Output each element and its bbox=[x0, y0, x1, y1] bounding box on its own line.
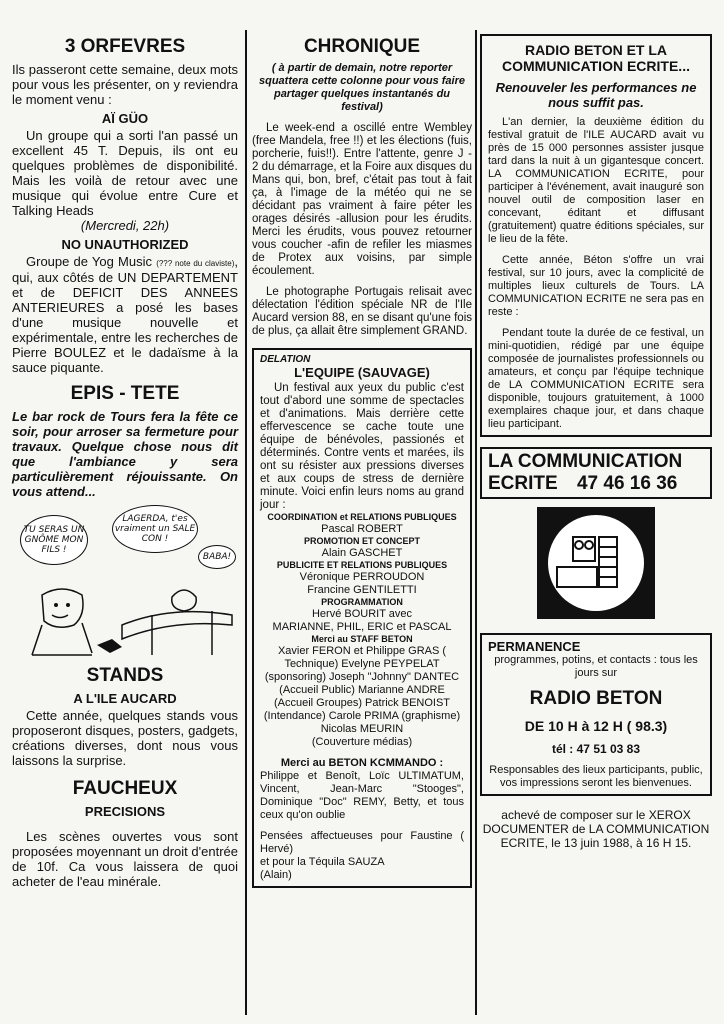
equipe-box bbox=[252, 348, 472, 888]
aiguo-date: (Mercredi, 22h) bbox=[80, 218, 170, 233]
speech-bubble-1: TU SERAS UN GNÔME MON FILS ! bbox=[20, 515, 88, 565]
faucheux-text: Les scènes ouvertes vous sont proposées moyennant un droit d'entrée de 10f. Ca vous laissera de quoi acheter de l'eau minérale. bbox=[12, 829, 238, 889]
role-publicite: PUBLICITE ET RELATIONS PUBLIQUES bbox=[276, 560, 448, 570]
column-rule-left bbox=[245, 30, 247, 1015]
staff-text: Xavier FERON et Philippe GRAS ( Technique) Evelyne PEYPELAT (sponsoring) Joseph "Johnny" DANTEC (Accueil Public) Marianne ANDRE (Accueil Groupes) Patrick BENOIST (Intendance) Carole PRIMA (graphisme) Nicolas MEURIN bbox=[263, 645, 461, 735]
orfevres-text: Ils passeront cette semaine, deux mots pour vous les présenter, on y reviendra le moment venu : bbox=[12, 62, 238, 107]
speech-bubble-2: LAGERDA, t'es vraiment un SALE CON ! bbox=[112, 505, 198, 553]
unauth-note: (??? note du claviste) bbox=[156, 259, 235, 268]
name-programmation-2: MARIANNE, PHIL, ERIC et PASCAL bbox=[272, 621, 452, 633]
alain-text: (Alain) bbox=[260, 869, 292, 881]
ad-phone: 47 46 16 36 bbox=[576, 473, 678, 494]
role-coordination: COORDINATION et RELATIONS PUBLIQUES bbox=[267, 512, 457, 522]
cartoon-illustration bbox=[12, 505, 238, 661]
stands-subtitle: A L'ILE AUCARD bbox=[73, 691, 177, 706]
permanence-text: programmes, potins, et contacts : tous les jours sur bbox=[494, 654, 698, 679]
pensees-text: Pensées affectueuses pour Faustine ( Hervé) bbox=[260, 830, 464, 855]
permanence-tel: tél : 47 51 03 83 bbox=[551, 742, 641, 756]
role-programmation: PROGRAMMATION bbox=[321, 597, 403, 607]
chronique-intro: ( à partir de demain, notre reporter squattera cette colonne pour vous faire partager quelques instantanés du festival) bbox=[259, 62, 465, 113]
epis-text: Le bar rock de Tours fera la fête ce soir, pour arroser sa fermeture pour travaux. Quelque chose nous dit que l'ambiance y sera particulièrement réjouissante. On vous attend... bbox=[12, 409, 238, 499]
unauth-title: NO UNAUTHORIZED bbox=[61, 237, 189, 252]
role-promotion: PROMOTION ET CONCEPT bbox=[303, 536, 420, 546]
name-publicite-2: Francine GENTILETTI bbox=[307, 584, 417, 596]
aiguo-title: AÏ GÜO bbox=[101, 111, 149, 126]
staff-last: (Couverture médias) bbox=[311, 736, 413, 748]
communication-ad bbox=[480, 447, 712, 499]
permanence-radio: RADIO BETON bbox=[529, 688, 663, 709]
chronique-paragraph-1: Le week-end a oscillé entre Wembley (free Mandela, free !!) et les élections (fuis, porcherie, fuis!!). Entre l'attente, genre J - 2 du démarrage, et la Foire aux disques du Mans qui, bon, bref, c'était pas tout à fait ça, à l'image de la météo qui ne se décidant pas vraiment à faire péter les orages désirés -allusion pour les érudits. Merci les érudits, vous pouvez retourner vous coucher -afin de refiler les miasmes de Protex aux voisins, par simple écoulement. bbox=[252, 122, 472, 277]
name-programmation-1: Hervé BOURIT avec bbox=[311, 608, 413, 620]
name-publicite-1: Véronique PERROUDON bbox=[299, 571, 425, 583]
column-right bbox=[480, 34, 712, 850]
delation-label: DELATION bbox=[260, 354, 311, 365]
equipe-title: L'EQUIPE (SAUVAGE) bbox=[294, 365, 430, 380]
faucheux-title: FAUCHEUX bbox=[72, 778, 178, 799]
radio-paragraph-3: Pendant toute la durée de ce festival, un mini-quotidien, rédigé par une équipe composée de journalistes professionnels ou amateurs, et conçu par l'équipe technique de LA COMMUNICATION ECRITE sera disponible, toujours gratuitement, à 1000 exemplaires chaque jour, et dans chaque lieu participant. bbox=[488, 327, 704, 430]
epis-title: EPIS - TETE bbox=[70, 383, 180, 404]
unauth-text-a: Groupe de Yog Music bbox=[26, 254, 152, 269]
permanence-hours: DE 10 H à 12 H ( 98.3) bbox=[524, 718, 668, 734]
column-rule-right bbox=[475, 30, 477, 1015]
column-middle bbox=[252, 34, 472, 888]
orfevres-title: 3 ORFEVRES bbox=[64, 36, 186, 57]
tequila-text: et pour la Téquila SAUZA bbox=[260, 856, 385, 868]
owl-logo bbox=[537, 507, 655, 619]
column-left bbox=[12, 34, 238, 889]
kcmmando-title: Merci au BETON KCMMANDO : bbox=[280, 757, 444, 769]
ad-line-1: LA COMMUNICATION bbox=[488, 451, 683, 472]
equipe-text: Un festival aux yeux du public c'est tout d'abord une somme de spectacles et d'animations. Mais derrière cette effervescence se cache toute une équipe de bénévoles, passionés et déterminés. Contre vents et marées, ils ont su résister aux pressions diverses et aux coups de stress de dernière minute. Voici enfin leurs noms au grand jour : bbox=[260, 382, 464, 511]
role-staff: Merci au STAFF BETON bbox=[311, 634, 413, 644]
name-promotion: Alain GASCHET bbox=[321, 547, 403, 559]
faucheux-subtitle: PRECISIONS bbox=[84, 804, 166, 819]
acheve-text: achevé de composer sur le XEROX DOCUMENTER de LA COMMUNICATION ECRITE, le 13 juin 1988, à 16 H 15. bbox=[482, 808, 710, 850]
radio-title: RADIO BETON ET LA COMMUNICATION ECRITE... bbox=[502, 42, 690, 74]
radio-subtitle: Renouveler les performances ne nous suffit pas. bbox=[495, 80, 697, 110]
chronique-title: CHRONIQUE bbox=[303, 36, 421, 57]
kcmmando-text: Philippe et Benoît, Loïc ULTIMATUM, Vincent, Jean-Marc "Stooges", Dominique "Doc" REMY, Betty, et tous ceux qu'on oublie bbox=[260, 770, 464, 821]
permanence-responsables: Responsables des lieux participants, public, vos impressions seront les bienvenues. bbox=[489, 764, 703, 789]
permanence-box bbox=[480, 633, 712, 796]
unauth-text-b: , qui, aux côtés de UN DEPARTEMENT et de DEFICIT DES ANNEES ANTERIEURES a posé les bases d'une musique nouvelle et expérimentale, entre les recherches de Pierre BOULEZ et le dadaïsme à la sauce piquante. bbox=[12, 254, 238, 375]
name-coordination: Pascal ROBERT bbox=[321, 523, 403, 535]
stands-title: STANDS bbox=[86, 665, 164, 686]
ad-line-2: ECRITE bbox=[488, 473, 558, 494]
stands-text: Cette année, quelques stands vous proposeront disques, posters, gadgets, créations diverses, dont nous vous laissons la surprise. bbox=[12, 708, 238, 768]
permanence-title: PERMANENCE bbox=[488, 639, 581, 654]
owl-logo-icon bbox=[537, 507, 655, 619]
radio-paragraph-2: Cette année, Béton s'offre un vrai festival, sur 10 jours, avec la complicité de multiples lieux culturels de Tours. LA COMMUNICATION ECRITE ne sera pas en reste : bbox=[488, 254, 704, 318]
speech-bubble-3: BABA! bbox=[198, 545, 236, 569]
unauth-text bbox=[12, 254, 238, 375]
aiguo-text: Un groupe qui a sorti l'an passé un excellent 45 T. Depuis, ils ont eu quelques problèmes de disponibilité. Mais les voilà de retour avec une musique qui évolue entre Cure et Talking Heads bbox=[12, 128, 238, 218]
radio-beton-box bbox=[480, 34, 712, 437]
chronique-paragraph-2: Le photographe Portugais relisait avec délectation l'édition spéciale NR de l'Ile Aucard version 88, en se disant qu'une fois de plus, ça allait être simplement GRAND. bbox=[252, 286, 472, 337]
radio-paragraph-1: L'an dernier, la deuxième édition du festival gratuit de l'ILE AUCARD avait vu près de 15 000 personnes assister jusque tard dans la nuit à un gigantesque concert. LA COMMUNICATION ECRITE, pour participer à l'événement, avait inauguré son nouvel outil de composition laser en concevant, éditant et diffusant (gratuitement) quatre éditions spéciales, sur le lieu de la fête. bbox=[488, 116, 704, 245]
